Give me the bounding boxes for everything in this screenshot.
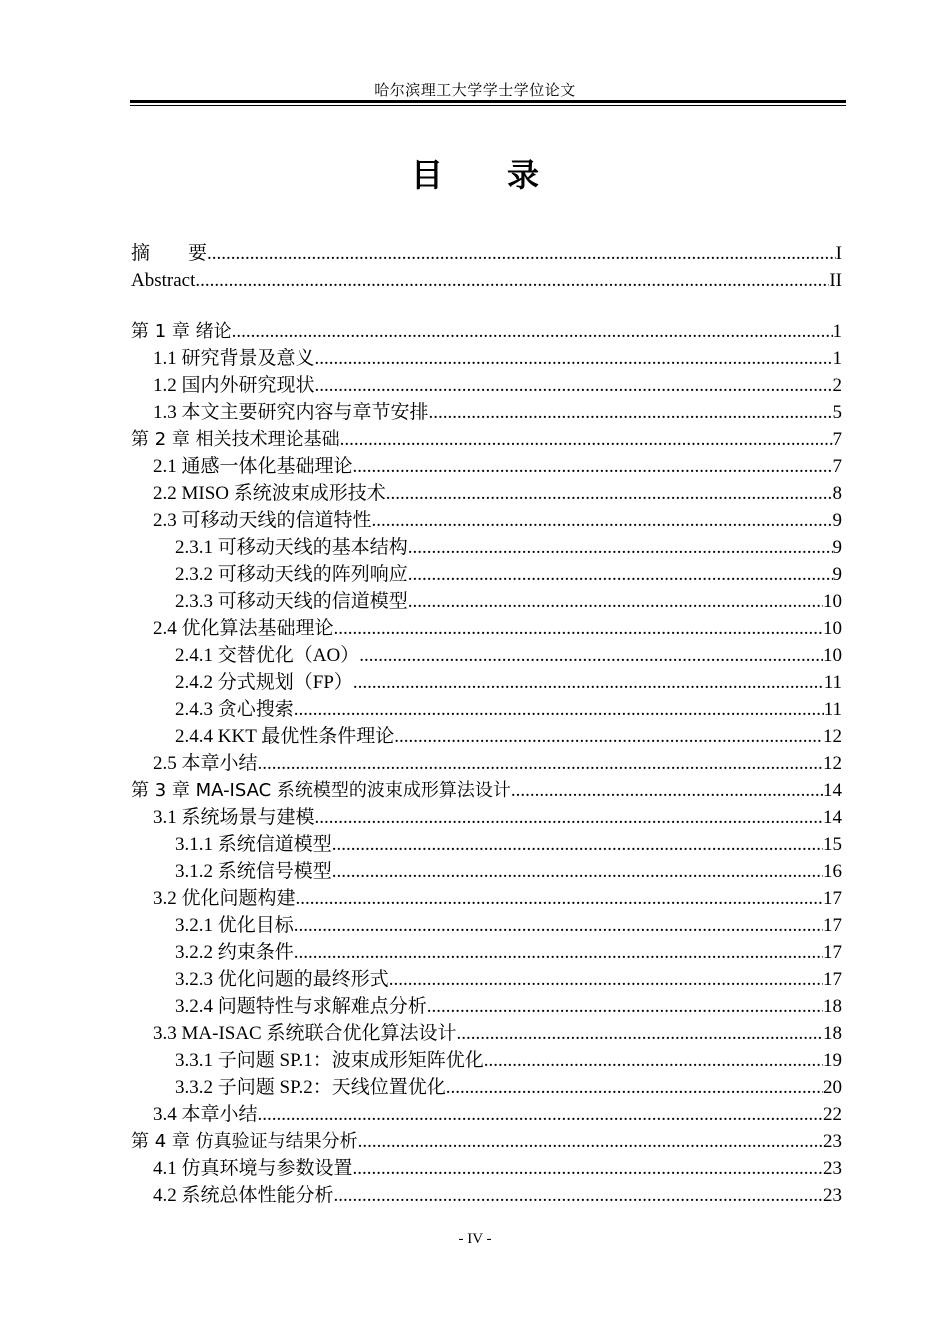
toc-leader-dots	[427, 993, 823, 1020]
toc-leader-dots	[195, 267, 829, 294]
toc-entry-page: 17	[823, 969, 842, 990]
toc-entry[interactable]	[131, 831, 842, 858]
toc-entry-label: 3.2.2 约束条件	[175, 942, 294, 963]
toc-entry-label: 2.4.2 分式规划（FP）	[175, 672, 353, 693]
toc-entry-page: 1	[832, 348, 842, 369]
toc-entry-label: 2.4 优化算法基础理论	[153, 618, 334, 639]
toc-entry[interactable]	[131, 696, 842, 723]
toc-entry-label: 第 3 章 MA-ISAC 系统模型的波束成形算法设计	[131, 780, 511, 801]
toc-entry-page: 7	[832, 429, 842, 450]
toc-leader-dots	[511, 777, 823, 804]
toc-entry[interactable]	[131, 669, 842, 696]
toc-entry-label: Abstract	[131, 270, 196, 291]
toc-leader-dots	[207, 240, 836, 267]
toc-entry[interactable]	[131, 750, 842, 777]
toc-entry[interactable]	[131, 723, 842, 750]
toc-entry-label: 3.2.3 优化问题的最终形式	[175, 969, 389, 990]
toc-entry-page: 12	[823, 753, 842, 774]
toc-leader-dots	[353, 669, 824, 696]
toc-entry-page: 7	[832, 456, 842, 477]
toc-entry[interactable]	[131, 1182, 842, 1209]
toc-entry[interactable]	[131, 993, 842, 1020]
toc-entry-label: 1.1 研究背景及意义	[153, 348, 315, 369]
toc-entry[interactable]	[131, 615, 842, 642]
toc-title: 目 录	[410, 156, 539, 194]
toc-leader-dots	[334, 615, 823, 642]
toc-entry-page: 18	[823, 1023, 842, 1044]
toc-entry-label: 3.2 优化问题构建	[153, 888, 296, 909]
toc-entry-page: 22	[823, 1104, 842, 1125]
toc-entry-page: 10	[823, 645, 842, 666]
toc-entry-page: 23	[823, 1158, 842, 1179]
toc-entry-page: 23	[823, 1131, 842, 1152]
header-rule-thin	[130, 105, 846, 106]
toc-entry[interactable]	[131, 885, 842, 912]
toc-entry-label: 2.4.1 交替优化（AO）	[175, 645, 360, 666]
toc-leader-dots	[296, 885, 823, 912]
toc-entry[interactable]	[131, 858, 842, 885]
toc-entry-page: 1	[832, 321, 842, 342]
toc-leader-dots	[258, 1101, 823, 1128]
toc-leader-dots	[340, 426, 833, 453]
toc-entry-label: 2.3 可移动天线的信道特性	[153, 510, 372, 531]
toc-entry-label: 3.2.4 问题特性与求解难点分析	[175, 996, 427, 1017]
toc-entry-label: 3.1.2 系统信号模型	[175, 861, 332, 882]
toc-leader-dots	[334, 1182, 823, 1209]
toc-entry[interactable]	[131, 240, 842, 267]
toc-entry-page: 14	[823, 780, 842, 801]
toc-entry-page: 18	[823, 996, 842, 1017]
toc-leader-dots	[359, 642, 823, 669]
toc-entry-page: I	[835, 243, 842, 264]
toc-entry-label: 2.4.4 KKT 最优性条件理论	[175, 726, 395, 747]
toc-entry-label: 2.3.2 可移动天线的阵列响应	[175, 564, 408, 585]
toc-entry-label: 2.3.3 可移动天线的信道模型	[175, 591, 408, 612]
toc-entry-page: 19	[823, 1050, 842, 1071]
toc-leader-dots	[456, 1020, 823, 1047]
toc-entry-page: 9	[832, 564, 842, 585]
toc-entry-label: 3.3.2 子问题 SP.2：天线位置优化	[175, 1077, 446, 1098]
toc-entry-page: 17	[823, 888, 842, 909]
toc-entry-page: 10	[823, 591, 842, 612]
toc-entry[interactable]	[131, 1128, 842, 1155]
toc-entry-page: 14	[823, 807, 842, 828]
toc-entry-label: 3.2.1 优化目标	[175, 915, 294, 936]
page-number: - IV -	[458, 1231, 492, 1247]
header-rule-thick	[130, 100, 846, 103]
toc-entry[interactable]	[131, 912, 842, 939]
toc-entry[interactable]	[131, 507, 842, 534]
toc-entry-page: 11	[823, 672, 842, 693]
toc-entry-label: 第 2 章 相关技术理论基础	[131, 429, 340, 450]
toc-leader-dots	[332, 858, 823, 885]
toc-leader-dots	[294, 939, 823, 966]
toc-entry[interactable]	[131, 345, 842, 372]
toc-entry[interactable]	[131, 939, 842, 966]
toc-leader-dots	[315, 804, 823, 831]
toc-entry-label: 3.1.1 系统信道模型	[175, 834, 332, 855]
toc-entry-page: 10	[823, 618, 842, 639]
toc-entry-page: 11	[823, 699, 842, 720]
toc-entry-page: 16	[823, 861, 842, 882]
toc-leader-dots	[358, 1128, 823, 1155]
toc-leader-dots	[353, 1155, 823, 1182]
toc-entry[interactable]	[131, 561, 842, 588]
toc-leader-dots	[389, 966, 823, 993]
toc-entry-label: 2.4.3 贪心搜索	[175, 699, 294, 720]
toc-entry[interactable]	[131, 1155, 842, 1182]
toc-leader-dots	[408, 534, 833, 561]
toc-leader-dots	[315, 345, 833, 372]
toc-leader-dots	[232, 318, 833, 345]
toc-entry-page: 17	[823, 915, 842, 936]
toc-entry[interactable]	[131, 453, 842, 480]
toc-entry-label: 第 4 章 仿真验证与结果分析	[131, 1131, 358, 1152]
toc-entry[interactable]	[131, 777, 842, 804]
toc-leader-dots	[484, 1047, 823, 1074]
toc-entry-label: 2.3.1 可移动天线的基本结构	[175, 537, 408, 558]
toc-entry-label: 4.2 系统总体性能分析	[153, 1185, 334, 1206]
toc-entry-label: 2.2 MISO 系统波束成形技术	[153, 483, 386, 504]
toc-entry[interactable]	[131, 318, 842, 345]
toc-entry[interactable]	[131, 426, 842, 453]
toc-entry[interactable]	[131, 372, 842, 399]
toc-entry-page: 9	[832, 537, 842, 558]
toc-leader-dots	[315, 372, 833, 399]
toc-entry-label: 2.1 通感一体化基础理论	[153, 456, 353, 477]
toc-leader-dots	[353, 453, 833, 480]
toc-leader-dots	[386, 480, 833, 507]
toc-entry-page: 12	[823, 726, 842, 747]
toc-leader-dots	[258, 750, 823, 777]
toc-leader-dots	[372, 507, 833, 534]
toc-leader-dots	[294, 912, 823, 939]
toc-entry-label: 4.1 仿真环境与参数设置	[153, 1158, 353, 1179]
toc-entry-page: 23	[823, 1185, 842, 1206]
toc-entry[interactable]	[131, 1074, 842, 1101]
toc-leader-dots	[446, 1074, 823, 1101]
toc-entry[interactable]	[131, 1020, 842, 1047]
toc-entry[interactable]	[131, 804, 842, 831]
toc-leader-dots	[408, 588, 823, 615]
toc-leader-dots	[408, 561, 833, 588]
toc-entry-label: 1.2 国内外研究现状	[153, 375, 315, 396]
toc-leader-dots	[332, 831, 823, 858]
table-of-contents	[131, 240, 842, 1209]
toc-entry-page: 5	[832, 402, 842, 423]
toc-entry-label: 3.3 MA-ISAC 系统联合优化算法设计	[153, 1023, 457, 1044]
toc-leader-dots	[429, 399, 833, 426]
toc-entry[interactable]	[131, 534, 842, 561]
toc-entry-label: 第 1 章 绪论	[131, 321, 232, 342]
toc-leader-dots	[294, 696, 824, 723]
toc-entry[interactable]	[131, 966, 842, 993]
toc-leader-dots	[394, 723, 823, 750]
toc-entry-page: 2	[832, 375, 842, 396]
toc-entry[interactable]	[131, 1101, 842, 1128]
toc-entry-label: 1.3 本文主要研究内容与章节安排	[153, 402, 429, 423]
toc-entry-page: II	[829, 270, 842, 291]
running-header-title: 哈尔滨理工大学学士学位论文	[374, 83, 576, 99]
toc-entry-page: 20	[823, 1077, 842, 1098]
toc-entry-page: 17	[823, 942, 842, 963]
toc-entry[interactable]	[131, 267, 842, 294]
toc-entry-page: 9	[832, 510, 842, 531]
toc-entry[interactable]	[131, 399, 842, 426]
toc-entry-label: 3.1 系统场景与建模	[153, 807, 315, 828]
toc-entry[interactable]	[131, 588, 842, 615]
toc-entry-label: 2.5 本章小结	[153, 753, 258, 774]
toc-entry-page: 8	[832, 483, 842, 504]
toc-entry-label: 3.3.1 子问题 SP.1：波束成形矩阵优化	[175, 1050, 484, 1071]
toc-entry-label: 摘 要	[131, 243, 208, 264]
toc-entry[interactable]	[131, 1047, 842, 1074]
toc-entry-label: 3.4 本章小结	[153, 1104, 258, 1125]
toc-entry-page: 15	[823, 834, 842, 855]
toc-entry[interactable]	[131, 480, 842, 507]
toc-entry[interactable]	[131, 642, 842, 669]
